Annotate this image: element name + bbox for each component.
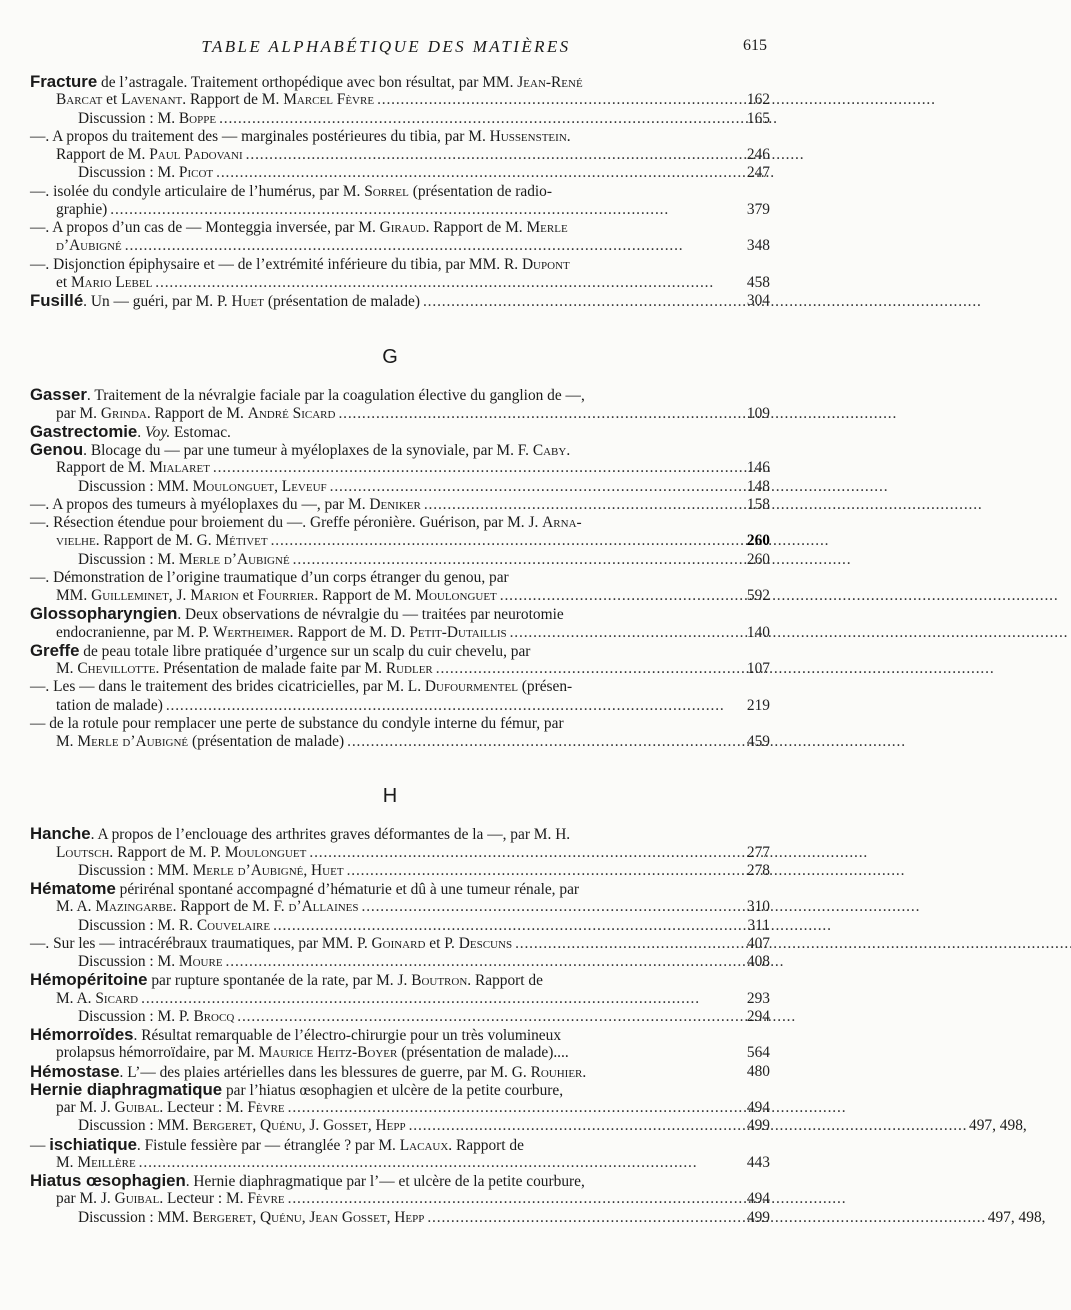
entry-text: . Rapport de M. F. (172, 898, 289, 916)
entry-text: —. isolée du condyle articulaire de l’humérus, par M. (30, 182, 365, 200)
section-letter-g: G (382, 346, 398, 369)
author-name: Merle d’Aubigné (178, 550, 290, 568)
entry-line (30, 569, 750, 587)
page-ref: 304 (746, 292, 770, 309)
entry-line (30, 1153, 770, 1172)
entry-line (30, 1044, 770, 1062)
entry-line (30, 273, 770, 292)
author-name: Hussenstein. (489, 127, 571, 145)
author-name: Guibal (114, 1099, 160, 1116)
page-ref: 247 (746, 164, 770, 182)
page-ref: 162 (746, 91, 770, 109)
entry-line (30, 587, 770, 605)
author-name: Descuns (458, 934, 513, 952)
leader-dots (347, 733, 903, 751)
leader-dots (309, 844, 865, 862)
author-name: Fourrier (257, 587, 315, 604)
author-name: Marion (190, 587, 239, 604)
entry-text: . Deux observations de névralgie du — traitées par neurotomie (177, 606, 564, 624)
entry-line (30, 404, 770, 423)
entry-text: de peau totale libre pratiquée d’urgence sur un scalp du cuir chevelu, par (79, 642, 531, 660)
entry-text: . Résultat remarquable de l’électro-chirurgie pour un très volumineux (133, 1027, 562, 1044)
entry-text: Discussion : MM. (78, 1117, 193, 1135)
leader-dots (155, 274, 750, 292)
entry-keyword: Hiatus œsophagien (30, 1171, 186, 1190)
leader-dots (500, 587, 1056, 605)
author-name: d’Allaines (288, 898, 359, 916)
author-name: Mazingarbe (95, 898, 173, 916)
page-ref: 459 (746, 733, 770, 750)
leader-dots (139, 1154, 750, 1172)
page-ref: 408 (746, 953, 770, 970)
entry-text: Discussion : MM. (78, 477, 193, 495)
entry-text: . Rapport de M. (314, 587, 416, 604)
author-name: d’Aubigné (56, 237, 122, 255)
author-name: Bergeret, Quénu, Jean Gosset, Hepp (192, 1208, 425, 1226)
entry-text: et (102, 91, 122, 109)
entry-text: Estomac. (170, 423, 231, 441)
page-ref: 592 (746, 587, 770, 604)
entry-text: Discussion : M. R. (78, 916, 197, 934)
leader-dots (166, 697, 750, 715)
entry-text: Discussion : MM. (78, 861, 193, 879)
page-ref: 246 (746, 146, 770, 163)
discussion-line (30, 1208, 1046, 1227)
see-reference: Voy. (144, 423, 171, 441)
author-name: Boutron (411, 972, 468, 990)
author-name: Jean-René (517, 74, 583, 91)
entry-text: . Fistule fessière par — étranglée ? par M. (136, 1136, 400, 1154)
author-name: Moulonguet (224, 843, 307, 861)
entry-line (30, 678, 750, 696)
entry-text: . Rapport de M. G. (95, 532, 216, 550)
author-name: Lacaux (399, 1136, 449, 1154)
page-ref: 219 (746, 696, 770, 714)
entry-hemoperitoine (30, 971, 750, 989)
entry-text: M. A. (56, 898, 96, 916)
author-name: Giraud (379, 219, 426, 236)
discussion-line (30, 953, 770, 971)
entry-genou (30, 441, 750, 459)
entry-text: et P. (425, 934, 459, 952)
entry-keyword: Hémostase (30, 1061, 120, 1081)
author-name: Caby. (532, 442, 571, 459)
page-ref: 277 (746, 843, 770, 861)
section-letter-h: H (382, 785, 398, 808)
page-ref: 564 (746, 1044, 770, 1062)
entry-keyword: Glossopharyngien (30, 604, 178, 624)
author-name: vielhe (56, 532, 96, 550)
page-ref: 311 (747, 916, 770, 934)
entry-text: (présentation de radio- (408, 182, 553, 200)
entry-text: . Lecteur : M. (159, 1099, 248, 1116)
author-name: Deniker (369, 495, 421, 513)
entry-hernie-ischiatique (30, 1136, 750, 1154)
entry-text: de l’astragale. Traitement orthopédique avec bon résultat, par MM. (97, 74, 518, 91)
entry-text: —. Disjonction épiphysaire et — de l’extrémité inférieure du tibia, par MM. (30, 255, 504, 273)
author-name: Chevillotte (77, 660, 156, 677)
entry-line (30, 715, 750, 733)
entry-line (30, 532, 770, 550)
entry-text: . (137, 423, 145, 441)
entry-hemostase (30, 1061, 770, 1081)
entry-keyword: Gastrectomie (30, 421, 138, 441)
index-content (30, 72, 1046, 1227)
leader-dots (409, 1117, 965, 1135)
author-name: Petit-Dutaillis (409, 623, 507, 641)
page-ref: 107 (746, 660, 770, 677)
entry-text: —. A propos des tumeurs à myéloplaxes du —, par M. (30, 495, 370, 513)
page-ref: 293 (746, 989, 770, 1007)
entry-text: par rupture spontanée de la rate, par M. J. (147, 972, 412, 990)
entry-text: prolapsus hémorroïdaire, par M. (56, 1044, 259, 1062)
author-name: Mialaret (149, 459, 210, 477)
author-name: Brocq (193, 1007, 235, 1025)
entry-hiatus-oesophagien (30, 1172, 750, 1190)
entry-line (30, 459, 770, 477)
leader-dots (213, 459, 769, 477)
entry-text: . Un — guéri, par M. P. (83, 293, 232, 310)
discussion-line (30, 164, 770, 182)
entry-text: . Hernie diaphragmatique par l’— et ulcère de la petite courbure, (185, 1173, 585, 1190)
leader-dots (237, 1008, 793, 1026)
page-ref: 260 (746, 550, 770, 568)
author-name: Loutsch (56, 843, 110, 861)
author-name: Picot (178, 164, 214, 182)
leader-dots (125, 237, 750, 255)
author-name: R. Dupont (503, 255, 570, 273)
entry-text: —. Résection étendue pour broiement du —. Greffe péronière. Guérison, par M. J. (30, 514, 543, 531)
entry-text: par M. J. (56, 1190, 115, 1208)
author-name: Bergeret, Quénu (192, 1117, 302, 1135)
leader-dots (377, 91, 933, 109)
entry-keyword: Hématome (30, 879, 116, 898)
author-name: Goinard (371, 934, 426, 952)
entry-text: (présen- (517, 678, 573, 696)
entry-text: . Présentation de malade faite par M. (155, 660, 386, 677)
leader-dots (338, 405, 894, 423)
entry-text: Discussion : M. (78, 953, 179, 970)
entry-text: (présentation de malade) (264, 293, 420, 310)
entry-line (30, 514, 750, 532)
author-name: Maurice Heitz-Boyer (258, 1044, 398, 1062)
author-name: Rouhier. (530, 1063, 587, 1081)
page-ref: 443 (746, 1153, 770, 1171)
entry-text: . Rapport de M. (182, 91, 284, 109)
entry-text: — de la rotule pour remplacer une perte de substance du condyle interne du fémur, par (30, 714, 564, 732)
entry-line (30, 183, 750, 201)
entry-fracture (30, 73, 750, 91)
entry-line (30, 660, 770, 678)
entry-text: et (56, 273, 71, 291)
entry-line (30, 200, 770, 219)
author-name: Rudler (385, 660, 433, 677)
entry-text: (présentation de malade) (188, 733, 345, 750)
leader-dots (510, 624, 1066, 642)
author-name: Fèvre (247, 1190, 285, 1208)
author-name: Guibal (114, 1190, 160, 1208)
entry-text: par l’hiatus œsophagien et ulcère de la petite courbure, (222, 1081, 564, 1099)
entry-line (30, 1190, 770, 1208)
author-name: Merle d’Aubigné (77, 733, 189, 750)
entry-text: . Rapport de M. D. (289, 623, 410, 641)
page-ref: 348 (746, 237, 770, 255)
entry-hemorroides (30, 1026, 750, 1044)
entry-text: . Lecteur : M. (159, 1190, 248, 1208)
entry-text: M. (56, 1153, 78, 1171)
author-name: Wertheimer (212, 623, 290, 641)
page-ref: 310 (746, 898, 770, 916)
entry-gasser (30, 386, 750, 404)
entry-text: périrénal spontané accompagné d’hématurie et dû à une tumeur rénale, par (115, 881, 580, 898)
entry-text: —. Sur les — intracérébraux traumatiques, par MM. P. (30, 934, 372, 952)
entry-keyword: Hémorroïdes (30, 1025, 134, 1044)
entry-glossopharyngien (30, 605, 750, 623)
page-ref: 458 (746, 273, 770, 291)
entry-fusille (30, 291, 770, 310)
discussion-line (30, 1117, 1027, 1135)
discussion-line (30, 916, 770, 935)
page-ref: 158 (746, 495, 770, 513)
entry-text: tation de malade) (56, 696, 163, 714)
author-name: Sicard (95, 989, 139, 1007)
page-ref: 379 (746, 200, 770, 218)
leader-dots (216, 164, 772, 182)
discussion-line (30, 550, 770, 569)
entry-line (30, 898, 770, 916)
entry-line (30, 256, 750, 274)
entry-line (30, 843, 770, 862)
entry-text: Rapport de M. (56, 146, 150, 163)
page-number: 615 (743, 37, 767, 54)
entry-line (30, 237, 770, 255)
entry-gastrectomie (30, 423, 750, 441)
entry-text: par M. (56, 404, 101, 422)
entry-text: . Traitement de la névralgie faciale par la coagulation élective du ganglion de —, (86, 387, 585, 405)
author-name: Barcat (56, 91, 103, 109)
discussion-line (30, 477, 770, 496)
leader-dots (141, 990, 750, 1008)
entry-hernie-diaphragmatique (30, 1081, 750, 1099)
entry-text: M. A. (56, 989, 96, 1007)
entry-text: . Rapport de M. (425, 219, 527, 236)
page-ref: 480 (746, 1062, 770, 1080)
entry-text: . Rapport de M. (146, 404, 248, 422)
entry-text: —. A propos du traitement des — marginales postérieures du tibia, par M. (30, 127, 490, 145)
page-ref: 278 (746, 861, 770, 879)
author-name: Moure (178, 953, 223, 970)
entry-text: Rapport de M. (56, 459, 150, 477)
entry-line (30, 733, 770, 751)
leader-dots (110, 201, 750, 219)
entry-keyword: Hanche (30, 824, 91, 844)
entry-text: et (238, 587, 258, 604)
page-title: TABLE ALPHABÉTIQUE DES MATIÈRES (201, 37, 571, 56)
author-name: Merle (526, 219, 568, 236)
entry-text: (présentation de malade).... (397, 1044, 569, 1062)
entry-line (30, 495, 770, 514)
entry-text: , J. (301, 1117, 324, 1135)
entry-hematome (30, 880, 750, 898)
entry-text: M. (56, 660, 78, 677)
author-name: Moulonguet, Leveuf (192, 477, 327, 495)
entry-keyword: Genou (30, 440, 84, 459)
entry-line (30, 91, 770, 109)
entry-keyword: ischiatique (49, 1134, 137, 1154)
author-name: Arna- (542, 514, 582, 531)
discussion-line (30, 1007, 770, 1026)
leader-dots (427, 1209, 983, 1227)
entry-text: . A propos de l’enclouage des arthrites graves déformantes de la —, par M. H. (90, 826, 571, 844)
author-name: Métivet (215, 532, 268, 550)
author-name: André Sicard (247, 404, 336, 422)
leader-dots (347, 862, 903, 880)
author-name: Dufourmentel (424, 678, 518, 696)
discussion-line (30, 861, 770, 880)
entry-text: . Rapport de M. P. (109, 843, 225, 861)
entry-keyword: Fracture (30, 72, 98, 91)
entry-text: Discussion : MM. (78, 1208, 193, 1226)
entry-keyword: Fusillé (30, 291, 84, 310)
author-name: Merle d’Aubigné, Huet (192, 861, 344, 879)
leader-dots (330, 478, 886, 496)
entry-keyword: Hernie diaphragmatique (30, 1079, 223, 1099)
page-ref: 165 (746, 109, 770, 127)
author-name: Couvelaire (196, 916, 271, 934)
page-ref-list: 497, 498, (969, 1117, 1027, 1135)
discussion-line (30, 109, 770, 128)
entry-text: —. Les — dans le traitement des brides cicatricielles, par M. L. (30, 678, 425, 696)
author-name: Paul Padovani (149, 146, 243, 163)
author-name: Marcel Fèvre (283, 91, 375, 109)
leader-dots (424, 496, 980, 514)
author-name: Grinda (100, 404, 147, 422)
author-name: Sorrel (364, 182, 409, 200)
entry-text: . Rapport de (467, 972, 543, 990)
leader-dots (226, 953, 782, 971)
author-name: Moulonguet (415, 587, 497, 604)
leader-dots (436, 660, 992, 678)
leader-dots (515, 935, 1071, 953)
author-name: Mario Lebel (70, 273, 153, 291)
page-ref: 140 (746, 623, 770, 641)
entry-text: . L’— des plaies artérielles dans les blessures de guerre, par M. G. (119, 1063, 531, 1081)
entry-text: M. (56, 733, 78, 750)
entry-line (30, 623, 770, 642)
entry-line (30, 696, 770, 715)
entry-line (30, 219, 750, 237)
page-ref: 499 (746, 1208, 770, 1226)
entry-text: Discussion : M. (78, 550, 179, 568)
page-ref: 260 (746, 532, 770, 550)
entry-text: endocranienne, par M. P. (56, 623, 213, 641)
entry-text: —. Démonstration de l’origine traumatique d’un corps étranger du genou, par (30, 568, 509, 586)
leader-dots (423, 293, 979, 311)
page-ref: 146 (746, 459, 770, 477)
entry-keyword: Greffe (30, 640, 80, 660)
entry-greffe (30, 642, 750, 660)
entry-hanche (30, 825, 750, 843)
author-name: Meillère (77, 1153, 136, 1171)
author-name: Boppe (178, 109, 217, 127)
entry-text: . Blocage du — par une tumeur à myéloplaxes de la synoviale, par M. F. (83, 442, 533, 459)
page-ref-list: 497, 498, (987, 1208, 1046, 1226)
entry-line (30, 934, 770, 953)
entry-text: par M. J. (56, 1099, 115, 1116)
entry-line (30, 989, 770, 1008)
page-ref: 494 (746, 1190, 770, 1208)
author-name: Huet (231, 293, 264, 310)
entry-text: —. A propos d’un cas de — Monteggia inversée, par M. (30, 219, 380, 236)
entry-keyword: Hémopéritoine (30, 970, 148, 990)
leader-dots (246, 146, 802, 164)
page-ref: 499 (746, 1117, 770, 1135)
entry-text: MM. (56, 587, 92, 604)
page-ref: 494 (746, 1099, 770, 1116)
entry-text: graphie) (56, 200, 108, 218)
entry-text: Discussion : M. (78, 109, 179, 127)
page-ref: 109 (746, 404, 770, 422)
author-name: Lavenant (121, 91, 183, 109)
page-ref: 148 (746, 477, 770, 495)
author-name: Fèvre (247, 1099, 285, 1116)
entry-line (30, 146, 770, 164)
running-header (0, 37, 800, 61)
entry-keyword: Gasser (30, 385, 87, 405)
leader-dots (219, 110, 775, 128)
entry-text: , J. (168, 587, 191, 604)
author-name: Gosset, Hepp (323, 1117, 406, 1135)
page-ref: 407 (746, 934, 770, 952)
author-name: Guilleminet (91, 587, 169, 604)
leader-dots (362, 898, 918, 916)
entry-text: . Rapport de (448, 1136, 524, 1154)
entry-text: Discussion : M. (78, 164, 179, 182)
entry-line (30, 1099, 770, 1117)
entry-line (30, 128, 750, 146)
entry-dash: — (30, 1136, 50, 1154)
entry-text: Discussion : M. P. (78, 1007, 194, 1025)
page-ref: 294 (746, 1007, 770, 1025)
